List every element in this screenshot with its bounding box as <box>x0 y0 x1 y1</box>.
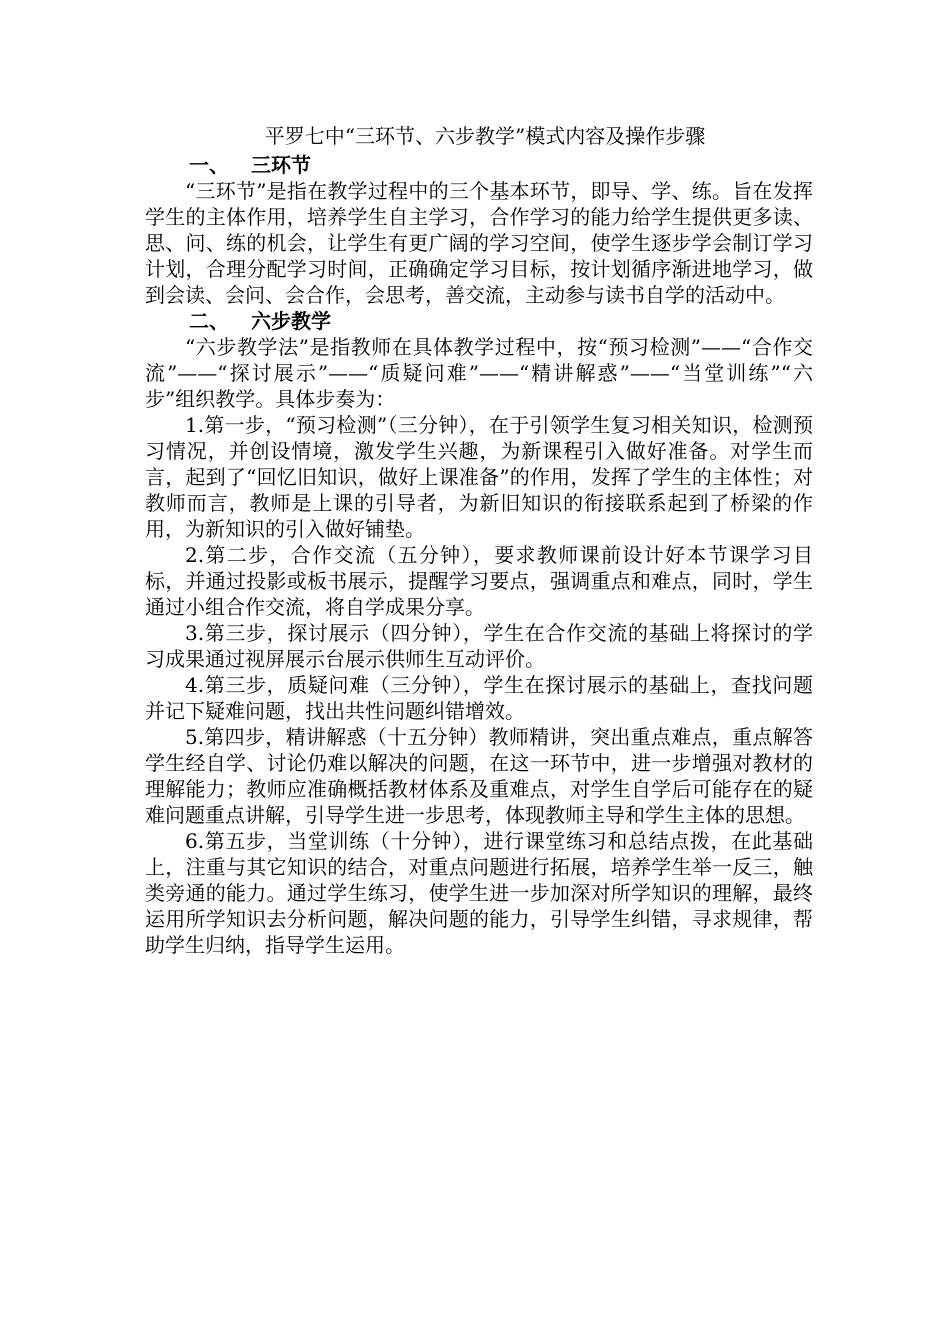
step-paragraph-5: 5.第四步，精讲解惑（十五分钟）教师精讲，突出重点难点，重点解答学生经自学、讨论仍难以解决的问题，在这一环节中，进一步增强对教材的理解能力；教师应准确概括教材体系及重难点，对学生自学后可能存在的疑难问题重点讲解，引导学生进一步思考，体现教师主导和学生主体的思想。 <box>145 725 813 827</box>
section-number-2: 二、 <box>189 309 229 333</box>
step-paragraph-2: 2.第二步，合作交流（五分钟），要求教师课前设计好本节课学习目标，并通过投影或板书展示，提醒学习要点，强调重点和难点，同时，学生通过小组合作交流，将自学成果分享。 <box>145 543 813 619</box>
step-paragraph-6: 6.第五步，当堂训练（十分钟），进行课堂练习和总结点拨，在此基础上，注重与其它知识的结合，对重点问题进行拓展，培养学生举一反三，触类旁通的能力。通过学生练习，使学生进一步加深对所学知识的理解，最终运用所学知识去分析问题，解决问题的能力，引导学生纠错，寻求规律，帮助学生归纳，指导学生运用。 <box>145 829 813 957</box>
section-number-1: 一、 <box>189 153 229 177</box>
section-heading-2 <box>145 308 813 334</box>
section-intro-2: “六步教学法”是指教师在具体教学过程中，按“预习检测”——“合作交流”——“探讨展示”——“质疑问难”——“精讲解惑”——“当堂训练”“六步”组织教学。具体步奏为： <box>145 335 813 411</box>
document-title: 平罗七中“三环节、六步教学”模式内容及操作步骤 <box>264 124 706 148</box>
section-title-2: 六步教学 <box>251 309 331 333</box>
document-page <box>145 120 813 958</box>
section-paragraph-1: “三环节”是指在教学过程中的三个基本环节，即导、学、练。旨在发挥学生的主体作用，培养学生自主学习，合作学习的能力给学生提供更多读、思、问、练的机会，让学生有更广阔的学习空间，使学生逐步学会制订学习计划，合理分配学习时间，正确确定学习目标，按计划循序渐进地学习，做到会读、会问、会合作，会思考，善交流，主动参与读书自学的活动中。 <box>145 179 813 307</box>
step-paragraph-3: 3.第三步，探讨展示（四分钟），学生在合作交流的基础上将探讨的学习成果通过视屏展示台展示供师生互动评价。 <box>145 621 813 671</box>
section-title-1: 三环节 <box>251 153 311 177</box>
step-paragraph-1: 1.第一步，“预习检测”（三分钟），在于引领学生复习相关知识，检测预习情况，并创设情境，激发学生兴趣，为新课程引入做好准备。对学生而言，起到了“回忆旧知识，做好上课准备”的作用，发挥了学生的主体性；对教师而言，教师是上课的引导者，为新旧知识的衔接联系起到了桥梁的作用，为新知识的引入做好铺垫。 <box>145 413 813 541</box>
step-paragraph-4: 4.第三步，质疑问难（三分钟），学生在探讨展示的基础上，查找问题并记下疑难问题，找出共性问题纠错增效。 <box>145 673 813 723</box>
section-heading-1 <box>145 152 813 178</box>
